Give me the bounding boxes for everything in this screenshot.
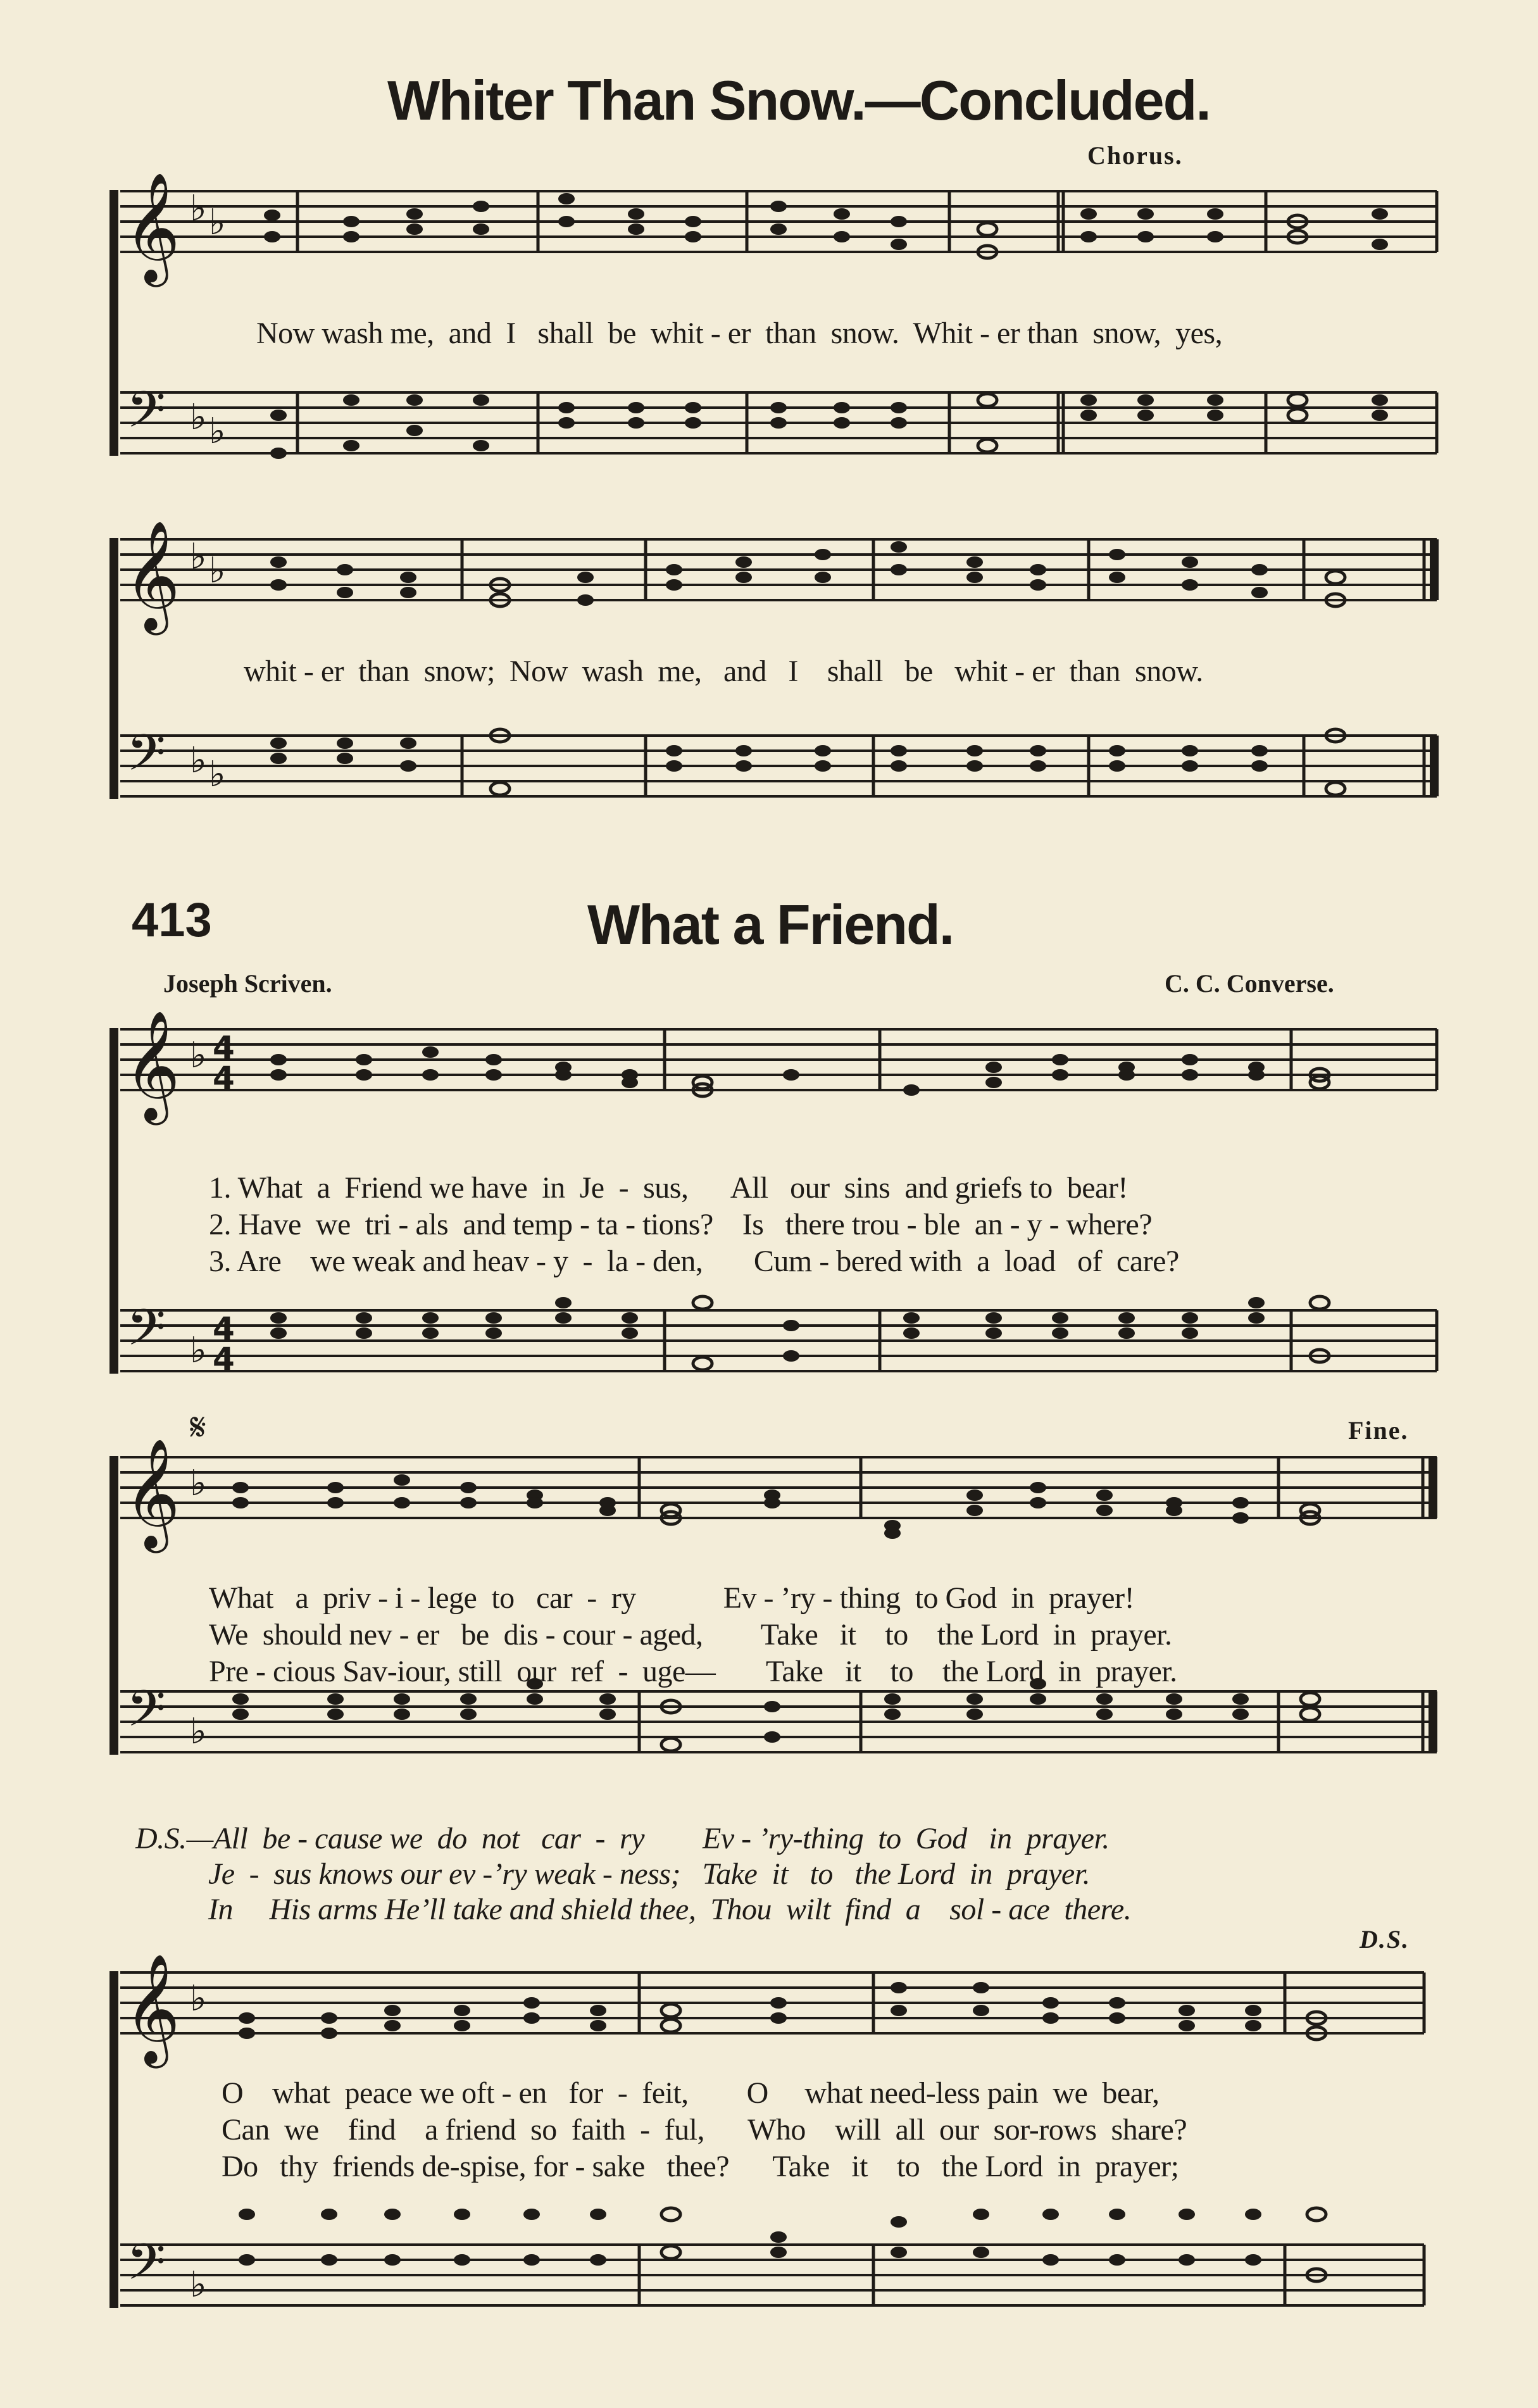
composer-credit: C. C. Converse.: [1165, 969, 1334, 998]
lyric-concluded-line-2: whit - er than snow; Now wash me, and I shall be whit - er than snow.: [244, 655, 1203, 688]
lyric-413-s1-v2: 2. Have we tri - als and temp - ta - tions? Is there trou - ble an - y - where?: [209, 1208, 1153, 1241]
ds-line-2: Je - sus knows our ev -’ry weak - ness; Take it to the Lord in prayer.: [135, 1857, 1091, 1891]
bass-clef-icon: 𝄢: [127, 2233, 166, 2304]
svg-text:♭: ♭: [190, 188, 207, 229]
bass-clef-icon: 𝄢: [127, 724, 166, 794]
svg-text:♭: ♭: [209, 754, 226, 795]
running-title: Whiter Than Snow.—Concluded.: [387, 69, 1210, 132]
svg-text:♭: ♭: [190, 1978, 207, 2019]
svg-text:♭: ♭: [190, 1330, 207, 1371]
treble-clef-icon: 𝄞: [124, 1438, 180, 1548]
bass-clef-icon: 𝄢: [127, 380, 166, 451]
bass-clef-icon: 𝄢: [127, 1298, 166, 1369]
lyric-413-s1-v3: 3. Are we weak and heav - y - la - den, Cum - bered with a load of care?: [209, 1245, 1179, 1278]
lyric-413-s2-v3: Pre - cious Sav-iour, still our ref - uge— Take it to the Lord in prayer.: [209, 1655, 1177, 1688]
lyricist-credit: Joseph Scriven.: [163, 969, 332, 998]
fine-label: Fine.: [1348, 1416, 1409, 1445]
bass-clef-icon: 𝄢: [127, 1679, 166, 1750]
svg-text:♭: ♭: [209, 550, 226, 591]
lyric-413-s1-v1: 1. What a Friend we have in Je - sus, All our sins and griefs to bear!: [209, 1171, 1128, 1205]
chorus-label: Chorus.: [1087, 141, 1183, 170]
music-system-concluded-2: [0, 519, 1538, 861]
lyric-413-s3-v3: Do thy friends de-spise, for - sake thee? Take it to the Lord in prayer;: [222, 2150, 1179, 2183]
lyric-413-s2-v2: We should nev - er be dis - cour - aged, Take it to the Lord in prayer.: [209, 1618, 1172, 1652]
svg-text:♭: ♭: [190, 1035, 207, 1076]
treble-clef-icon: 𝄞: [124, 1953, 180, 2064]
segno-icon: 𝄋: [190, 1405, 206, 1450]
hymn-title: What a Friend.: [587, 893, 954, 956]
lyric-413-s2-v1: What a priv - i - lege to car - ry Ev - ’ry - thing to God in prayer!: [209, 1581, 1135, 1615]
svg-text:4: 4: [213, 1341, 235, 1377]
svg-text:♭: ♭: [190, 740, 207, 781]
treble-clef-icon: 𝄞: [124, 1010, 180, 1120]
ds-line-3: In His arms He’ll take and shield thee, Thou wilt find a sol - ace there.: [135, 1893, 1132, 1926]
svg-text:4: 4: [213, 1310, 235, 1347]
lyric-413-s3-v1: O what peace we oft - en for - feit, O what need-less pain we bear,: [222, 2076, 1160, 2110]
ds-line-1: D.S.—All be - cause we do not car - ry Ev - ’ry-thing to God in prayer.: [135, 1822, 1110, 1855]
treble-clef-icon: 𝄞: [124, 520, 180, 630]
hymn-number: 413: [132, 893, 212, 947]
svg-text:♭: ♭: [190, 397, 207, 438]
svg-text:♭: ♭: [190, 1463, 207, 1504]
notes-treble: [264, 193, 1388, 258]
treble-staff: [120, 191, 1437, 252]
ds-label: D.S.: [1360, 1925, 1410, 1953]
svg-text:♭: ♭: [209, 411, 226, 452]
svg-text:♭: ♭: [190, 536, 207, 577]
svg-text:♭: ♭: [190, 1711, 207, 1752]
svg-text:4: 4: [213, 1060, 235, 1096]
treble-clef-icon: 𝄞: [124, 172, 180, 282]
notes-bass: [270, 394, 1388, 459]
svg-text:4: 4: [213, 1029, 235, 1066]
lyric-413-s3-v2: Can we find a friend so faith - ful, Who will all our sor-rows share?: [222, 2113, 1187, 2147]
svg-text:♭: ♭: [209, 202, 226, 243]
lyric-concluded-line-1: Now wash me, and I shall be whit - er than snow. Whit - er than snow, yes,: [256, 317, 1223, 350]
svg-text:♭: ♭: [190, 2264, 207, 2305]
